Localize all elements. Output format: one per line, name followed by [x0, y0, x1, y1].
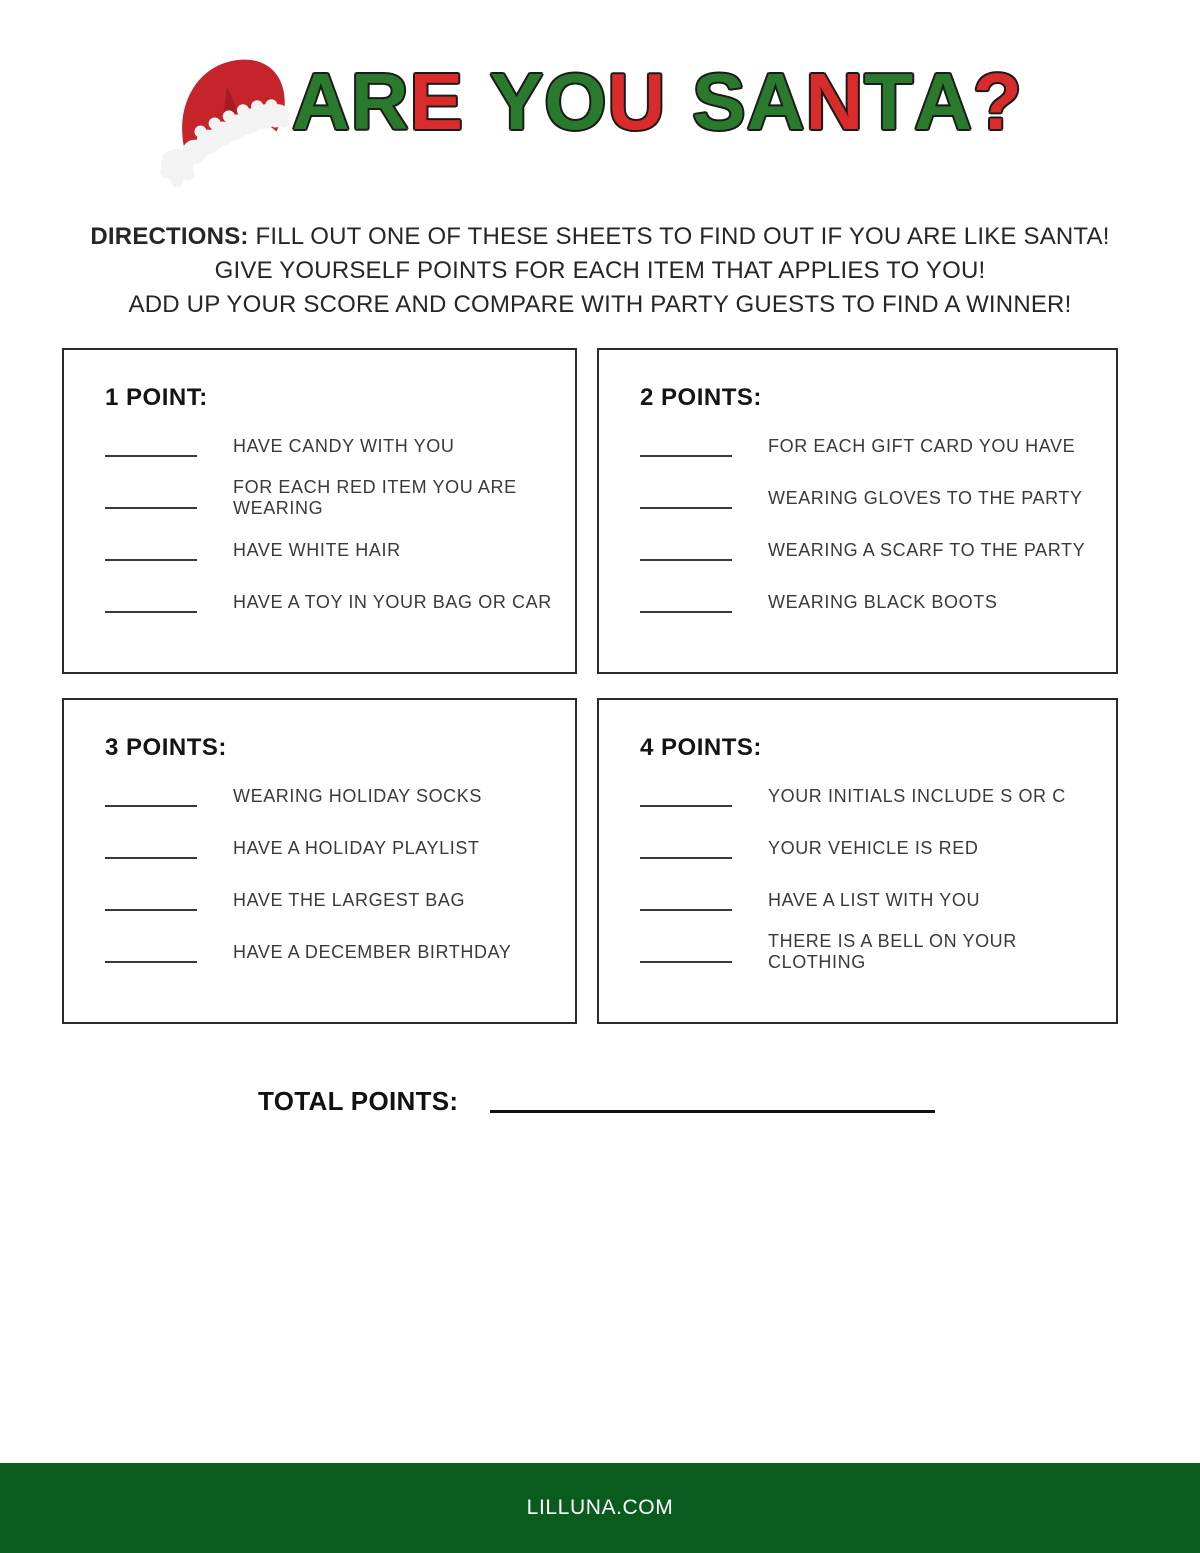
score-item-label: HAVE A HOLIDAY PLAYLIST [233, 837, 480, 858]
points-box-2 [597, 348, 1118, 674]
score-item [640, 472, 1104, 524]
score-item [105, 926, 563, 978]
score-item-label: HAVE THE LARGEST BAG [233, 889, 466, 910]
score-blank-line [105, 857, 197, 859]
title-letter: S [692, 57, 747, 146]
score-blank-line [105, 611, 197, 613]
score-blank-line [105, 909, 197, 911]
score-item [640, 926, 1104, 978]
score-blank-line [105, 455, 197, 457]
total-points-label: TOTAL POINTS: [258, 1086, 459, 1116]
score-item [105, 822, 563, 874]
title-letter: A [914, 57, 973, 146]
box-heading: 4 POINTS: [640, 734, 762, 761]
footer-site-text: LILLUNA.COM [526, 1496, 674, 1519]
score-item [105, 874, 563, 926]
title-letter: N [805, 57, 865, 146]
score-item-label: YOUR INITIALS INCLUDE S OR C [768, 785, 1066, 806]
footer [0, 1463, 1200, 1553]
title-letter: A [292, 57, 351, 146]
score-item-label: HAVE CANDY WITH YOU [233, 435, 455, 456]
header [0, 0, 1200, 208]
score-blank-line [640, 805, 732, 807]
box-heading: 3 POINTS: [105, 734, 227, 761]
score-blank-line [105, 559, 197, 561]
score-item-label: HAVE A DECEMBER BIRTHDAY [233, 941, 512, 962]
directions-label: DIRECTIONS: [90, 223, 249, 250]
points-box-1 [62, 348, 577, 674]
score-item-label: FOR EACH GIFT CARD YOU HAVE [768, 435, 1076, 456]
score-item-label: FOR EACH RED ITEM YOU ARE WEARING [233, 477, 517, 518]
title-letter: R [350, 57, 410, 146]
page-title [292, 57, 1023, 146]
title-letter: T [864, 57, 915, 146]
directions-line-1-text: FILL OUT ONE OF THESE SHEETS TO FIND OUT IF YOU ARE LIKE SANTA! [255, 223, 1110, 250]
score-blank-line [105, 961, 197, 963]
title-word [489, 57, 667, 146]
title-word [692, 57, 1023, 146]
santa-hat-fur [160, 99, 290, 187]
score-item-label: WEARING HOLIDAY SOCKS [233, 785, 482, 806]
score-blank-line [640, 507, 732, 509]
score-item [105, 576, 563, 628]
score-item-label: WEARING BLACK BOOTS [768, 591, 998, 612]
box-items [105, 420, 563, 628]
score-item [640, 822, 1104, 874]
points-box-3 [62, 698, 577, 1024]
title-letter: U [607, 57, 667, 146]
title-letter: O [544, 57, 608, 146]
score-item [105, 524, 563, 576]
total-points [0, 1088, 1200, 1114]
score-item [105, 770, 563, 822]
title-letter: ? [972, 57, 1023, 146]
total-points-blank-line [490, 1110, 935, 1113]
score-item [640, 874, 1104, 926]
score-item [105, 472, 563, 524]
score-item-label: HAVE A TOY IN YOUR BAG OR CAR [233, 591, 552, 612]
score-blank-line [640, 455, 732, 457]
title-letter: A [746, 57, 806, 146]
score-blank-line [640, 559, 732, 561]
box-heading: 2 POINTS: [640, 384, 762, 411]
score-item-label: YOUR VEHICLE IS RED [768, 837, 979, 858]
title-letter: E [409, 57, 464, 146]
score-blank-line [640, 909, 732, 911]
score-blank-line [105, 507, 197, 509]
directions [0, 220, 1200, 322]
score-boxes [62, 348, 1200, 1024]
directions-line-2: GIVE YOURSELF POINTS FOR EACH ITEM THAT APPLIES TO YOU! [214, 257, 986, 284]
score-item [105, 420, 563, 472]
directions-line-3: ADD UP YOUR SCORE AND COMPARE WITH PARTY GUESTS TO FIND A WINNER! [128, 291, 1072, 318]
box-items [105, 770, 563, 978]
title-word [292, 57, 464, 146]
points-box-4 [597, 698, 1118, 1024]
box-items [640, 420, 1104, 628]
score-item [640, 576, 1104, 628]
title-letter: Y [489, 57, 545, 146]
score-item-label: HAVE WHITE HAIR [233, 539, 401, 560]
score-blank-line [105, 805, 197, 807]
score-blank-line [640, 611, 732, 613]
score-blank-line [640, 857, 732, 859]
score-item [640, 524, 1104, 576]
score-item-label: HAVE A LIST WITH YOU [768, 889, 981, 910]
score-item-label: WEARING GLOVES TO THE PARTY [768, 487, 1083, 508]
box-heading: 1 POINT: [105, 384, 208, 411]
score-item-label: THERE IS A BELL ON YOUR CLOTHING [768, 931, 1017, 972]
score-item-label: WEARING A SCARF TO THE PARTY [768, 539, 1086, 560]
score-item [640, 770, 1104, 822]
score-item [640, 420, 1104, 472]
box-items [640, 770, 1104, 978]
score-blank-line [640, 961, 732, 963]
directions-line-1 [0, 220, 1200, 254]
